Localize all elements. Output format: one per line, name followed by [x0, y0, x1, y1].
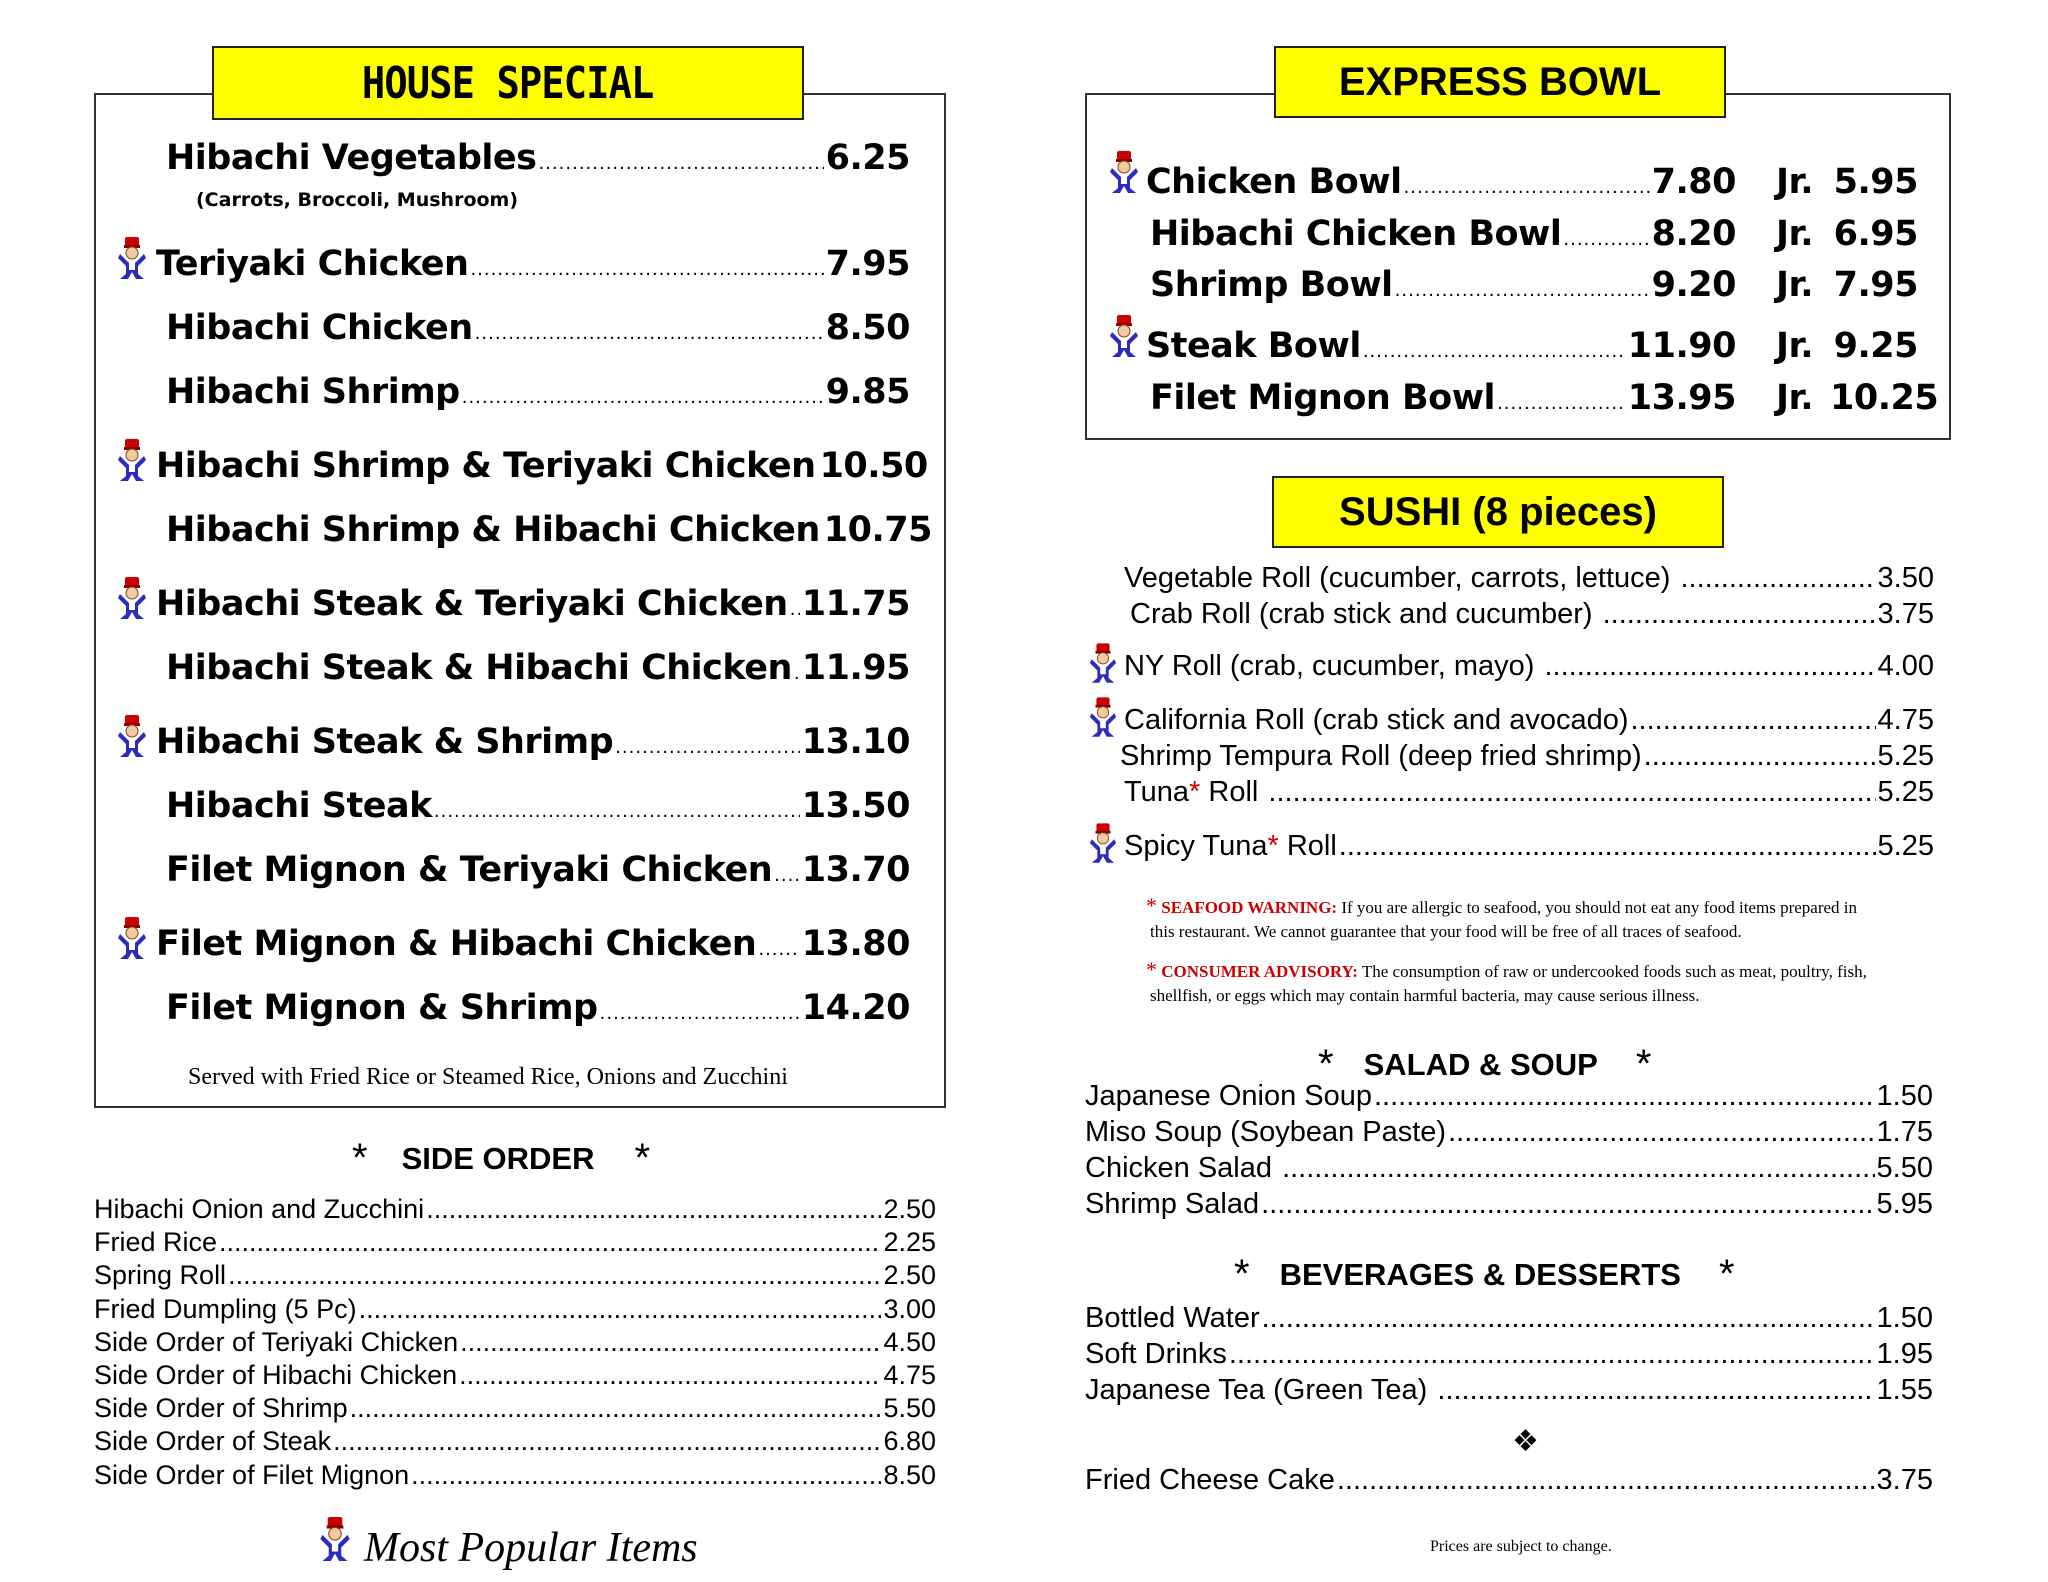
star-icon: *: [1234, 1252, 1250, 1296]
star-icon: *: [1318, 1042, 1334, 1086]
dot-leader: [1680, 562, 1875, 595]
dot-leader: [459, 1360, 881, 1391]
chef-icon: [1108, 150, 1140, 194]
item-name: Filet Mignon & Shrimp: [166, 988, 598, 1028]
side-order-item: [94, 1360, 936, 1391]
consumer-advisory-line1: The consumption of raw or undercooked foods such as meat, poultry, fish,: [1361, 962, 1867, 981]
junior-price: 5.95: [1833, 162, 1918, 202]
sushi-item: [1124, 776, 1934, 809]
dot-leader: [462, 372, 824, 412]
item-name: California Roll (crab stick and avocado): [1124, 704, 1629, 736]
dot-leader: [1448, 1116, 1874, 1149]
sushi-item: [1120, 740, 1934, 773]
item-name: Teriyaki Chicken: [156, 244, 469, 284]
beverages-desserts-title: BEVERAGES & DESSERTS: [1279, 1256, 1681, 1292]
item-name: [1124, 830, 1337, 863]
house-special-item: [156, 924, 910, 964]
item-name: Hibachi Shrimp & Hibachi Chicken: [166, 510, 820, 550]
item-price: 11.95: [801, 648, 910, 688]
dessert-name: Fried Cheese Cake: [1085, 1464, 1335, 1496]
dot-leader: [1404, 162, 1650, 202]
sushi-item: [1124, 704, 1934, 737]
side-order-item: [94, 1327, 936, 1358]
house-special-item: [166, 138, 910, 178]
beverage-item: [1085, 1338, 1933, 1371]
item-name-part: Roll: [1278, 830, 1337, 862]
item-price: 9.20: [1651, 265, 1736, 305]
junior-price: 10.25: [1830, 378, 1939, 418]
dot-leader: [333, 1426, 881, 1457]
consumer-advisory: [1146, 958, 1946, 1008]
side-order-item: [94, 1194, 936, 1225]
dot-leader: [219, 1227, 881, 1258]
item-name: Chicken Salad: [1085, 1152, 1281, 1184]
item-price: 13.50: [801, 786, 910, 826]
sushi-item: [1124, 562, 1934, 595]
most-popular-legend: Most Popular Items: [364, 1525, 698, 1571]
item-name: Hibachi Shrimp & Teriyaki Chicken: [156, 446, 816, 486]
diamond-divider-icon: ❖: [1512, 1424, 1539, 1459]
house-special-item: [166, 308, 910, 348]
dot-leader: [1631, 704, 1876, 737]
item-price: 4.75: [883, 1360, 936, 1390]
dot-leader: [475, 308, 824, 348]
item-name: Fried Rice: [94, 1227, 218, 1258]
item-name-part: Spicy Tuna: [1124, 830, 1268, 862]
dessert-row: [1085, 1464, 1933, 1497]
salad-soup-title: SALAD & SOUP: [1363, 1046, 1598, 1082]
dot-leader: [1339, 830, 1876, 863]
side-order-heading: [352, 1136, 650, 1181]
item-name: Hibachi Shrimp: [166, 372, 460, 412]
sushi-title: SUSHI (8 pieces): [1339, 489, 1657, 534]
chef-icon: [116, 576, 148, 620]
dot-leader: [1395, 265, 1650, 305]
item-price: 6.80: [883, 1426, 936, 1457]
dot-leader: [1603, 598, 1876, 631]
item-price: 5.25: [1877, 830, 1934, 862]
house-special-item: [166, 988, 910, 1028]
item-price: 10.50: [819, 446, 928, 486]
item-price: 7.95: [825, 244, 910, 284]
item-name: Hibachi Vegetables: [166, 138, 537, 178]
item-name: Filet Mignon Bowl: [1150, 378, 1496, 418]
item-name: Side Order of Filet Mignon: [94, 1459, 410, 1490]
item-name: Japanese Tea (Green Tea): [1085, 1374, 1436, 1406]
item-price: 13.70: [801, 850, 910, 890]
house-special-item: [166, 786, 910, 826]
item-name: Bottled Water: [1085, 1302, 1260, 1334]
item-price: 4.50: [883, 1326, 936, 1357]
dot-leader: [1497, 378, 1626, 418]
raw-asterisk-icon: *: [1267, 830, 1279, 862]
item-name: Fried Dumpling (5 Pc): [94, 1293, 357, 1324]
house-special-item: [156, 446, 928, 486]
house-special-header: [212, 46, 804, 120]
side-order-item: [94, 1227, 936, 1258]
item-price: 14.20: [801, 988, 910, 1028]
star-icon: *: [1635, 1042, 1652, 1086]
seafood-warning-label: SEAFOOD WARNING:: [1161, 898, 1338, 917]
house-special-item: [166, 372, 910, 412]
item-name: Shrimp Salad: [1085, 1188, 1260, 1220]
item-name: Side Order of Hibachi Chicken: [94, 1360, 458, 1390]
chef-icon: [1088, 642, 1118, 684]
junior-price: 9.25: [1833, 326, 1918, 366]
salad-soup-item: [1085, 1152, 1933, 1185]
house-special-item: [166, 510, 932, 550]
asterisk-icon: *: [1146, 893, 1157, 918]
house-special-title: HOUSE SPECIAL: [362, 57, 654, 109]
item-name: Hibachi Steak & Teriyaki Chicken: [156, 584, 788, 624]
dot-leader: [426, 1194, 881, 1225]
dot-leader: [758, 924, 799, 964]
star-icon: *: [634, 1136, 651, 1180]
dessert-price: 3.75: [1876, 1464, 1933, 1496]
side-order-item: [94, 1460, 936, 1491]
house-special-item: [156, 244, 910, 284]
item-name: Soft Drinks: [1085, 1338, 1227, 1370]
salad-soup-item: [1085, 1188, 1933, 1221]
dot-leader: [790, 584, 800, 624]
item-price: 5.25: [1877, 740, 1934, 772]
item-price: 8.20: [1651, 214, 1736, 254]
express-bowl-item: [1146, 162, 1918, 202]
express-bowl-item: [1150, 214, 1918, 254]
item-name: Shrimp Bowl: [1150, 265, 1393, 305]
item-price: 8.50: [825, 308, 910, 348]
dot-leader: [538, 138, 823, 178]
express-bowl-header: [1274, 46, 1726, 118]
item-price: 13.10: [801, 722, 910, 762]
chef-icon: [1108, 314, 1140, 358]
dot-leader: [411, 1460, 881, 1491]
item-name: Spring Roll: [94, 1260, 227, 1291]
item-price: 10.75: [823, 510, 932, 550]
item-price: 13.95: [1627, 378, 1736, 418]
chef-icon: [116, 714, 148, 758]
dot-leader: [1437, 1374, 1874, 1407]
item-price: 5.95: [1876, 1188, 1933, 1220]
dot-leader: [470, 244, 823, 284]
item-name: Side Order of Steak: [94, 1426, 332, 1457]
beverage-item: [1085, 1302, 1933, 1335]
dot-leader: [615, 722, 800, 762]
item-price: 3.00: [883, 1293, 936, 1324]
side-order-item: [94, 1294, 936, 1325]
consumer-advisory-label: CONSUMER ADVISORY:: [1161, 962, 1358, 981]
item-price: 2.25: [883, 1227, 936, 1258]
dot-leader: [794, 648, 800, 688]
item-price: 4.75: [1877, 704, 1934, 736]
item-price: 1.55: [1876, 1374, 1933, 1406]
dot-leader: [1563, 214, 1649, 254]
beverages-desserts-heading: [1234, 1252, 1735, 1297]
item-price: 6.25: [825, 138, 910, 178]
item-price: 7.80: [1651, 162, 1736, 202]
dot-leader: [1337, 1464, 1875, 1497]
dot-leader: [1262, 1302, 1875, 1335]
express-bowl-item: [1146, 326, 1918, 366]
item-name: Hibachi Chicken: [166, 308, 473, 348]
dot-leader: [1261, 1188, 1874, 1221]
item-price: 13.80: [801, 924, 910, 964]
item-price: 1.50: [1876, 1302, 1933, 1334]
chef-icon: [116, 236, 148, 280]
dot-leader: [1374, 1080, 1875, 1113]
side-order-title: SIDE ORDER: [401, 1140, 595, 1176]
prices-note: Prices are subject to change.: [1430, 1538, 1612, 1555]
seafood-warning-line1: If you are allergic to seafood, you should not eat any food items prepared in: [1341, 898, 1858, 917]
item-name: Side Order of Teriyaki Chicken: [94, 1326, 459, 1357]
chef-icon: [1088, 822, 1118, 864]
item-price: 11.75: [801, 584, 910, 624]
item-price: 8.50: [883, 1459, 936, 1490]
item-price: 5.25: [1877, 776, 1934, 808]
dot-leader: [228, 1260, 881, 1291]
item-name-part: Roll: [1200, 776, 1267, 808]
dot-leader: [350, 1393, 882, 1424]
dot-leader: [774, 850, 800, 890]
side-order-item: [94, 1426, 936, 1457]
item-price: 3.75: [1877, 598, 1934, 630]
dot-leader: [1363, 326, 1626, 366]
item-name: Hibachi Steak & Hibachi Chicken: [166, 648, 792, 688]
beverage-item: [1085, 1374, 1933, 1407]
item-name: Hibachi Chicken Bowl: [1150, 214, 1562, 254]
house-special-item: [166, 648, 910, 688]
asterisk-icon: *: [1146, 957, 1157, 982]
side-order-item: [94, 1393, 936, 1424]
item-price: 2.50: [883, 1260, 936, 1291]
junior-label: Jr.: [1776, 162, 1814, 202]
dot-leader: [434, 786, 800, 826]
dot-leader: [1268, 776, 1875, 809]
chef-icon: [1088, 696, 1118, 738]
item-name-part: Tuna: [1124, 776, 1190, 808]
dot-leader: [1282, 1152, 1874, 1185]
item-price: 1.95: [1876, 1338, 1933, 1370]
junior-label: Jr.: [1776, 326, 1814, 366]
item-price: 1.75: [1876, 1116, 1933, 1148]
chef-icon: [116, 438, 148, 482]
item-name: Crab Roll (crab stick and cucumber): [1130, 598, 1601, 630]
item-price: 4.00: [1877, 650, 1934, 682]
junior-label: Jr.: [1776, 378, 1814, 418]
sushi-item: [1130, 598, 1934, 631]
dot-leader: [1644, 740, 1876, 773]
junior-price: 6.95: [1833, 214, 1918, 254]
chef-icon: [318, 1516, 352, 1562]
seafood-warning: [1146, 894, 1946, 944]
dot-leader: [460, 1327, 881, 1358]
house-special-item: [156, 584, 910, 624]
item-name: Vegetable Roll (cucumber, carrots, lettuce): [1124, 562, 1679, 594]
express-bowl-item: [1150, 378, 1939, 418]
item-name: Hibachi Steak: [166, 786, 432, 826]
dot-leader: [1545, 650, 1876, 683]
item-name: Hibachi Onion and Zucchini: [94, 1194, 425, 1224]
item-name: Filet Mignon & Teriyaki Chicken: [166, 850, 773, 890]
dot-leader: [1229, 1338, 1875, 1371]
item-price: 1.50: [1876, 1080, 1933, 1112]
item-name: Side Order of Shrimp: [94, 1393, 348, 1424]
sushi-item: [1124, 650, 1934, 683]
served-with-note: Served with Fried Rice or Steamed Rice, Onions and Zucchini: [188, 1064, 788, 1090]
item-price: 2.50: [883, 1194, 936, 1224]
salad-soup-item: [1085, 1116, 1933, 1149]
star-icon: *: [352, 1136, 368, 1180]
chef-icon: [116, 916, 148, 960]
seafood-warning-line2: this restaurant. We cannot guarantee that your food will be free of all traces of seafood.: [1150, 922, 1742, 941]
side-order-item: [94, 1260, 936, 1291]
salad-soup-item: [1085, 1080, 1933, 1113]
dot-leader: [359, 1294, 882, 1325]
junior-label: Jr.: [1776, 214, 1814, 254]
item-price: 5.50: [1876, 1152, 1933, 1184]
item-name: Hibachi Steak & Shrimp: [156, 722, 614, 762]
item-name: NY Roll (crab, cucumber, mayo): [1124, 650, 1543, 682]
vegetables-note: (Carrots, Broccoli, Mushroom): [196, 189, 519, 211]
item-price: 11.90: [1627, 326, 1736, 366]
item-name: Chicken Bowl: [1146, 162, 1402, 202]
item-name: Shrimp Tempura Roll (deep fried shrimp): [1120, 740, 1642, 772]
item-price: 9.85: [825, 372, 910, 412]
house-special-item: [166, 850, 910, 890]
star-icon: *: [1718, 1252, 1735, 1296]
item-name: Miso Soup (Soybean Paste): [1085, 1116, 1447, 1148]
item-name: [1124, 776, 1266, 809]
item-name: Steak Bowl: [1146, 326, 1361, 366]
junior-price: 7.95: [1833, 265, 1918, 305]
express-bowl-title: EXPRESS BOWL: [1338, 59, 1662, 104]
item-name: Japanese Onion Soup: [1085, 1080, 1372, 1112]
item-name: Filet Mignon & Hibachi Chicken: [156, 924, 757, 964]
dot-leader: [600, 988, 800, 1028]
house-special-item: [156, 722, 910, 762]
junior-label: Jr.: [1776, 265, 1814, 305]
raw-asterisk-icon: *: [1189, 776, 1201, 808]
sushi-item: [1124, 830, 1934, 863]
sushi-header: [1272, 476, 1724, 548]
consumer-advisory-line2: shellfish, or eggs which may contain harmful bacteria, may cause serious illness.: [1150, 986, 1700, 1005]
express-bowl-item: [1150, 265, 1918, 305]
item-price: 3.50: [1877, 562, 1934, 594]
item-price: 5.50: [883, 1393, 936, 1424]
